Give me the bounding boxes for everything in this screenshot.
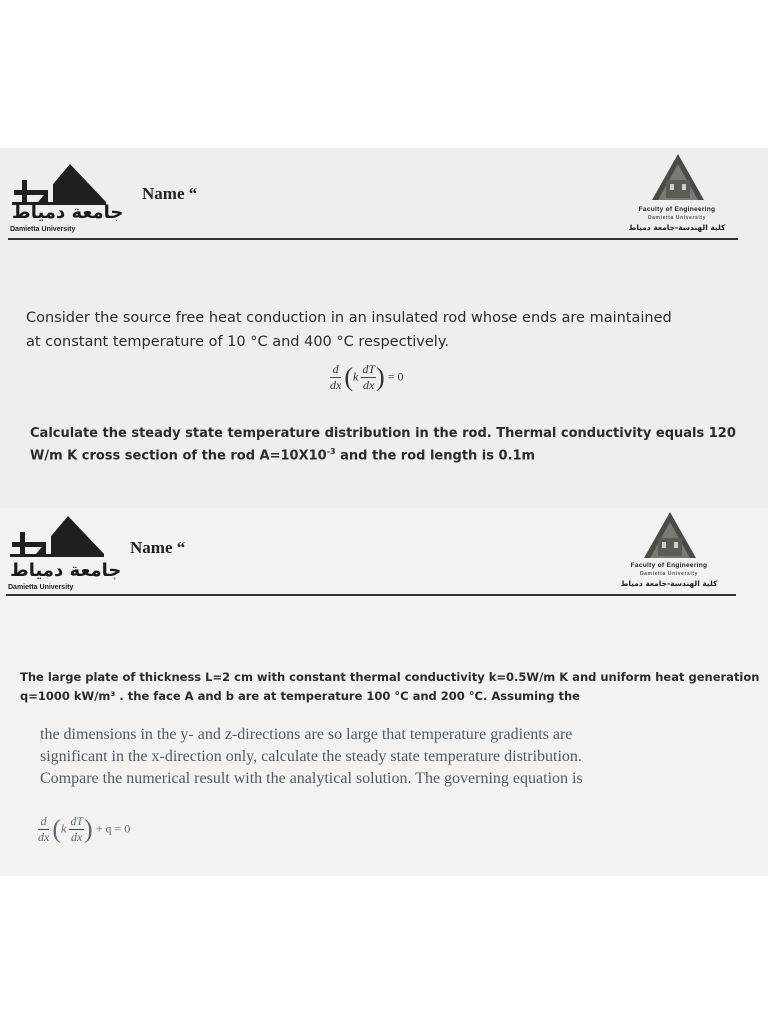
- eq1-d: d: [330, 362, 341, 378]
- university-arabic-name: جامعة دمياط: [12, 202, 124, 223]
- university-english-name: Damietta University: [8, 584, 74, 591]
- university-english-name: Damietta University: [10, 226, 76, 233]
- exam-sheet-2: [0, 508, 768, 876]
- eq1-k: k: [353, 369, 359, 384]
- faculty-arabic-name: كلية الهندسة-جامعة دمياط: [628, 223, 726, 232]
- problem2-line2: q=1000 kW/m³ . the face A and b are at temperature 100 °C and 200 °C. Assuming the: [20, 689, 580, 703]
- problem2-line3: the dimensions in the y- and z-directions are so large that temperature gradients are: [40, 726, 573, 743]
- problem2-line5: Compare the numerical result with the analytical solution. The governing equation is: [40, 770, 583, 787]
- problem2-line4: significant in the x-direction only, calculate the steady state temperature distribution.: [40, 748, 582, 765]
- faculty-english-name: Faculty of Engineering: [630, 562, 708, 569]
- eq1-rhs: = 0: [387, 369, 404, 384]
- faculty-university-name: Damietta University: [647, 215, 707, 221]
- problem1-line2: at constant temperature of 10 °C and 400 °C respectively.: [26, 334, 449, 350]
- calc-line2-b: and the rod length is 0.1m: [335, 448, 536, 464]
- faculty-of-engineering-logo: [640, 508, 700, 560]
- problem2-equation: $\frac{d}{dx}$ (k $\frac{dT}{dx}$ ) + q = 0: [38, 814, 131, 844]
- eq2-d: d: [38, 814, 49, 830]
- eq2-dT: dT: [70, 814, 84, 828]
- faculty-university-name: Damietta University: [639, 571, 699, 577]
- university-arabic-name: جامعة دمياط: [10, 560, 122, 581]
- faculty-english-name: Faculty of Engineering: [638, 206, 716, 213]
- eq2-rhs: + q = 0: [95, 821, 131, 836]
- eq1-dx2: dx: [363, 378, 375, 392]
- eq2-dx: dx: [38, 830, 50, 844]
- problem1-calc-line2: [30, 447, 535, 463]
- eq1-dT: dT: [362, 362, 376, 376]
- calc-line2-sup: -3: [326, 447, 336, 456]
- eq2-dx2: dx: [71, 830, 83, 844]
- eq2-k: k: [61, 821, 67, 836]
- eq1-dx: dx: [330, 378, 342, 392]
- name-label: Name “: [130, 538, 186, 557]
- problem1-equation: $\frac{d}{dx}$ (k $\frac{dT}{dx}$ ) = 0: [330, 362, 404, 392]
- problem2-line1: The large plate of thickness L=2 cm with constant thermal conductivity k=0.5W/m K and uniform heat generation: [20, 670, 760, 684]
- exam-sheet-1: [0, 148, 768, 508]
- problem1-calc-line1: Calculate the steady state temperature distribution in the rod. Thermal conductivity equals 120: [30, 426, 736, 441]
- header-divider: [8, 238, 738, 240]
- name-label: Name “: [142, 184, 198, 203]
- problem1-line1: Consider the source free heat conduction in an insulated rod whose ends are maintained: [26, 310, 672, 326]
- faculty-arabic-name: كلية الهندسة-جامعة دمياط: [620, 579, 718, 588]
- header-divider: [6, 594, 736, 596]
- calc-line2-a: W/m K cross section of the rod A=10X10: [30, 448, 327, 464]
- faculty-of-engineering-logo: [648, 150, 708, 202]
